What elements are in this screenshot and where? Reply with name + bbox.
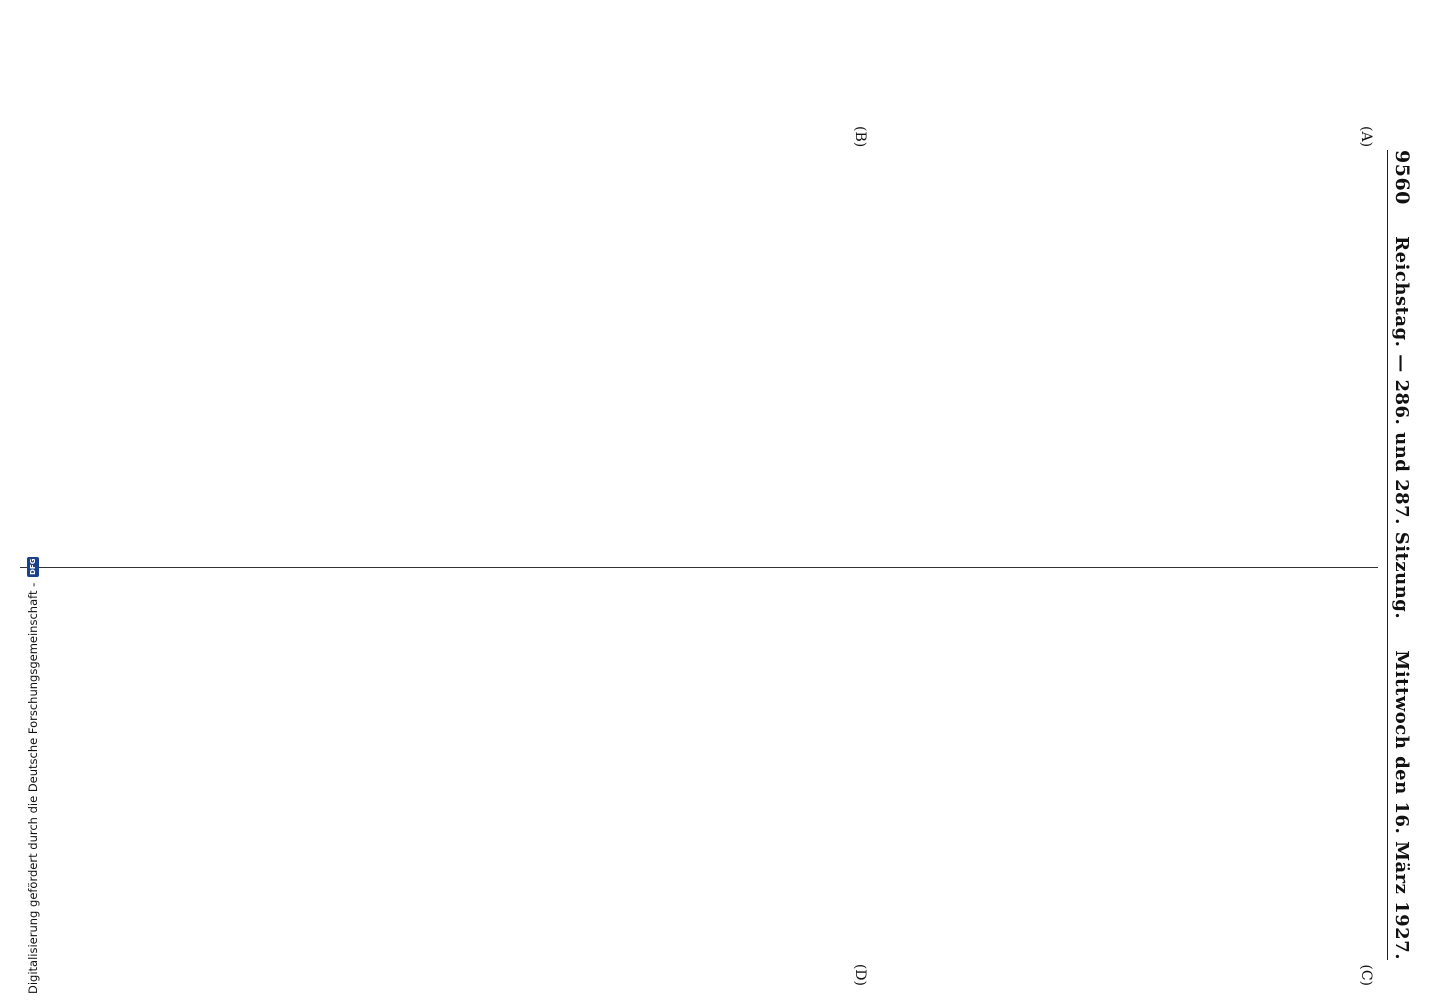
page-number: 9560 bbox=[1391, 150, 1413, 205]
digitization-credit bbox=[22, 0, 44, 1000]
dfg-logo: DFG bbox=[29, 558, 37, 575]
margin-marker-c: (C) bbox=[1358, 964, 1374, 986]
credit-text: Digitalisierung gefördert durch die Deutsche Forschungsgemeinschaft - bbox=[26, 582, 40, 994]
right-column bbox=[20, 568, 1378, 986]
left-column bbox=[20, 126, 1378, 542]
page-header bbox=[1387, 150, 1416, 960]
page-title: Reichstag. — 286. und 287. Sitzung. bbox=[1391, 236, 1413, 620]
margin-marker-d: (D) bbox=[852, 963, 868, 986]
margin-marker-b: (B) bbox=[852, 126, 868, 148]
margin-marker-a: (A) bbox=[1358, 126, 1374, 148]
text-columns bbox=[20, 126, 1378, 986]
page-date: Mittwoch den 16. März 1927. bbox=[1391, 650, 1413, 960]
